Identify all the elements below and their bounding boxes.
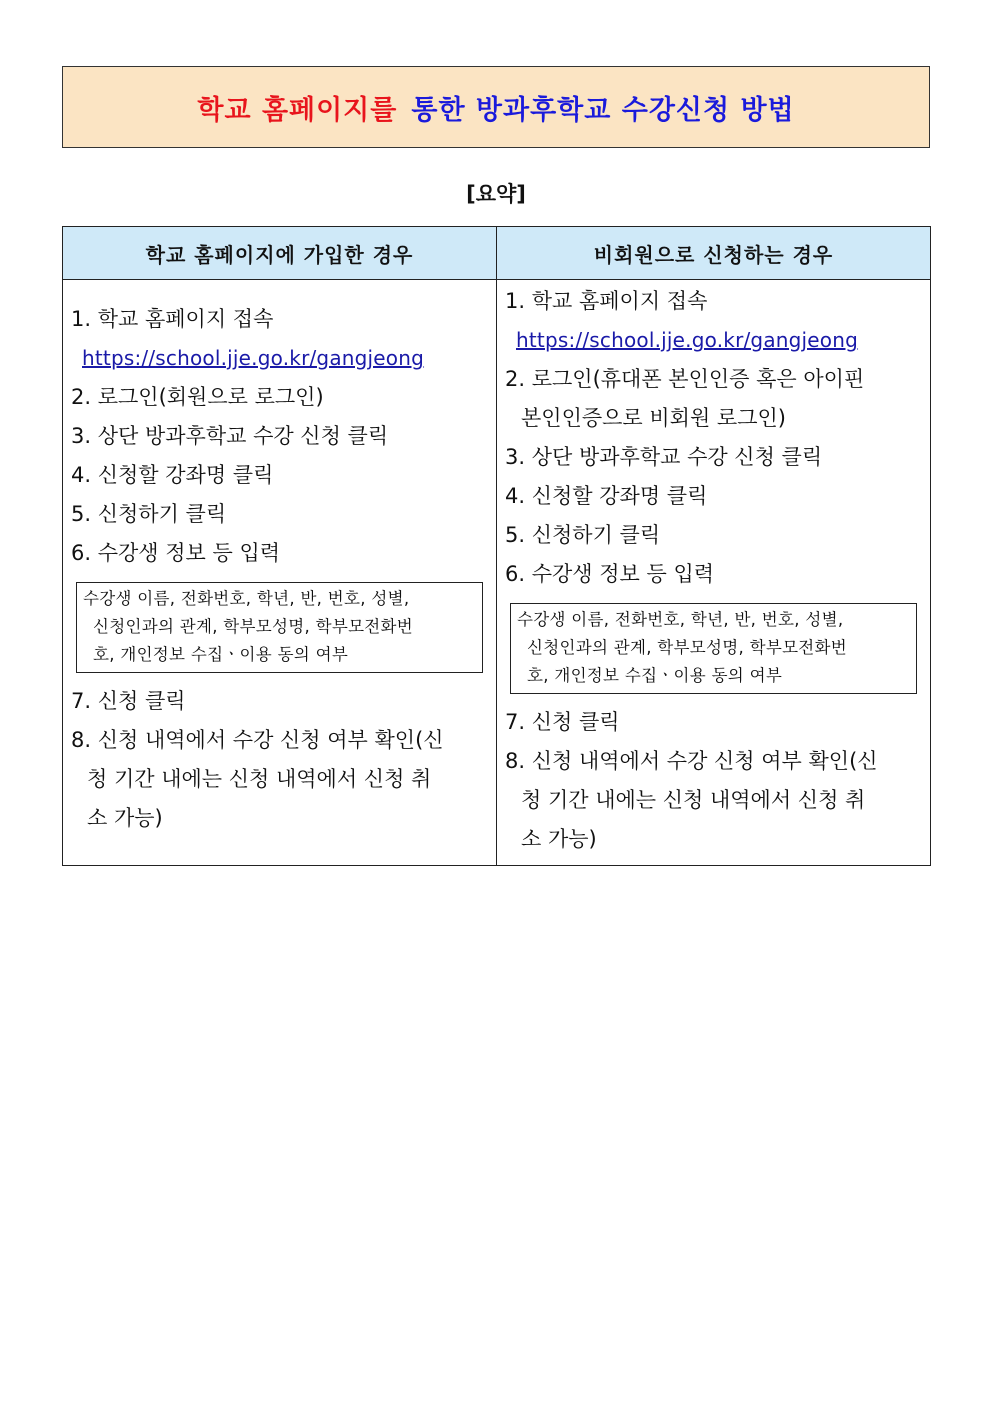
header-member: 학교 홈페이지에 가입한 경우 [63,227,497,280]
step-8-line-3: 소 가능) [521,827,597,851]
step-8-line-1: 8. 신청 내역에서 수강 신청 여부 확인(신 [71,728,444,752]
homepage-link[interactable]: https://school.jje.go.kr/gangjeong [82,346,425,370]
step-4: 4. 신청할 강좌명 클릭 [505,484,708,508]
header-non-member: 비회원으로 신청하는 경우 [497,227,931,280]
info-line-3: 호, 개인정보 수집ㆍ이용 동의 여부 [93,645,349,664]
step-8-line-3: 소 가능) [87,806,163,830]
non-member-steps [497,280,931,866]
step-2-line-1: 2. 로그인(휴대폰 본인인증 혹은 아이핀 [505,367,865,391]
info-line-2: 신청인과의 관계, 학부모성명, 학부모전화번 [93,617,414,636]
table-body-row [63,280,931,866]
step-5: 5. 신청하기 클릭 [505,523,661,547]
comparison-table [62,226,931,866]
step-1: 1. 학교 홈페이지 접속 [71,307,274,331]
step-8-line-2: 청 기간 내에는 신청 내역에서 신청 취 [87,767,432,791]
page-title [62,66,930,148]
student-info-box [76,582,483,673]
homepage-link[interactable]: https://school.jje.go.kr/gangjeong [516,328,859,352]
step-2: 2. 로그인(회원으로 로그인) [71,385,324,409]
step-2-line-2: 본인인증으로 비회원 로그인) [521,406,786,430]
info-line-3: 호, 개인정보 수집ㆍ이용 동의 여부 [527,666,783,685]
title-red-part: 학교 홈페이지를 [197,94,398,126]
step-5: 5. 신청하기 클릭 [71,502,227,526]
step-6: 6. 수강생 정보 등 입력 [505,562,715,586]
step-7: 7. 신청 클릭 [71,689,186,713]
student-info-box [510,603,917,694]
step-7: 7. 신청 클릭 [505,710,620,734]
title-blue-part: 통한 방과후학교 수강신청 방법 [411,94,795,126]
info-line-1: 수강생 이름, 전화번호, 학년, 반, 번호, 성별, [83,589,410,608]
table-header-row [63,227,931,280]
info-line-2: 신청인과의 관계, 학부모성명, 학부모전화번 [527,638,848,657]
step-3: 3. 상단 방과후학교 수강 신청 클릭 [505,445,823,469]
info-line-1: 수강생 이름, 전화번호, 학년, 반, 번호, 성별, [517,610,844,629]
step-1: 1. 학교 홈페이지 접속 [505,289,708,313]
step-8-line-1: 8. 신청 내역에서 수강 신청 여부 확인(신 [505,749,878,773]
step-6: 6. 수강생 정보 등 입력 [71,541,281,565]
summary-label: [요약] [466,182,526,206]
step-3: 3. 상단 방과후학교 수강 신청 클릭 [71,424,389,448]
step-8-line-2: 청 기간 내에는 신청 내역에서 신청 취 [521,788,866,812]
step-4: 4. 신청할 강좌명 클릭 [71,463,274,487]
member-steps [63,280,497,866]
